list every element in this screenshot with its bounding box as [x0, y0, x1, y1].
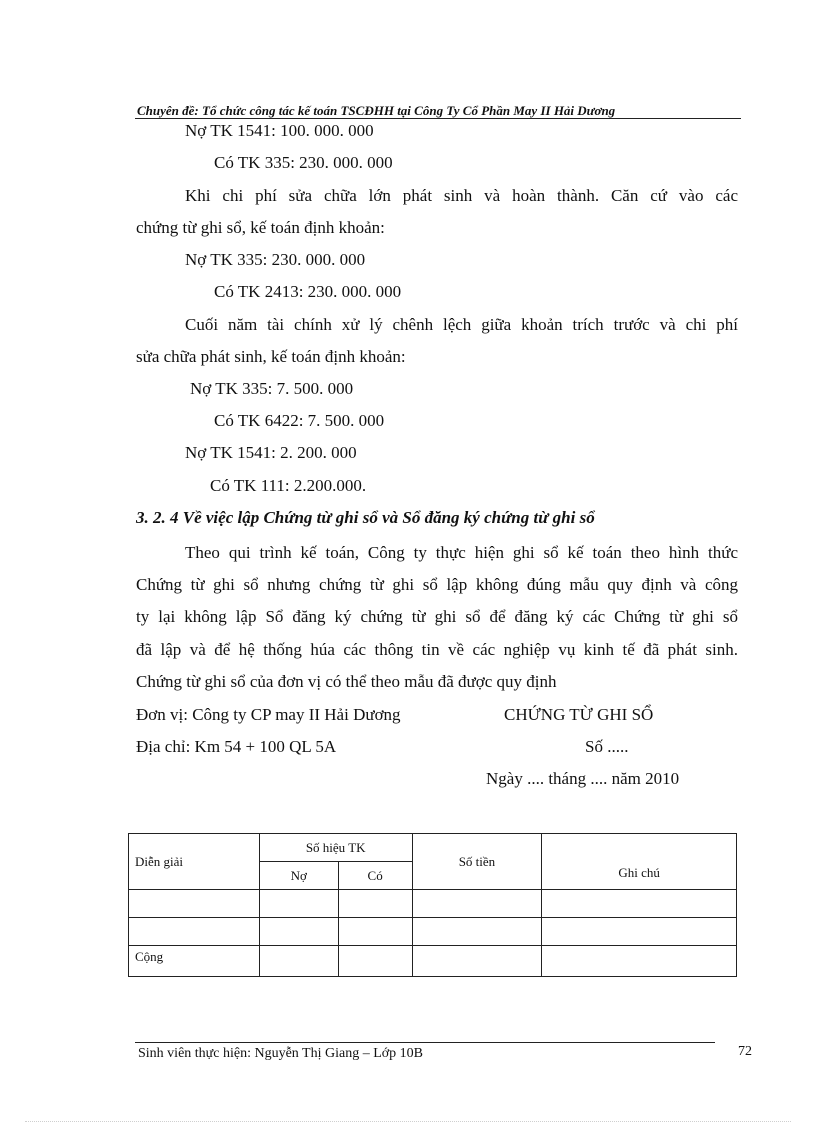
table-cell: [129, 890, 260, 918]
table-cell: [338, 890, 412, 918]
table-row: [129, 890, 737, 918]
paragraph-2-line-2: sửa chữa phát sinh, kế toán định khoản:: [136, 347, 406, 366]
col-header-note: Ghi chú: [542, 834, 737, 890]
entry-credit-2413: Có TK 2413: 230. 000. 000: [214, 282, 402, 301]
footer-student: Sinh viên thực hiện: Nguyễn Thị Giang – Lớp 10B: [138, 1046, 423, 1061]
paragraph-3-line-5: Chứng từ ghi sổ của đơn vị có thể theo mẫu đã được quy định: [136, 672, 557, 691]
entry-credit-6422: Có TK 6422: 7. 500. 000: [214, 411, 385, 430]
table-cell: [259, 946, 338, 977]
section-heading: 3. 2. 4 Về việc lập Chứng từ ghi sổ và Sổ đăng ký chứng từ ghi sổ: [136, 508, 595, 527]
table-cell: [412, 946, 542, 977]
page-edge-dots: [25, 1121, 791, 1122]
table-cell: [129, 918, 260, 946]
paragraph-3-line-1: Theo qui trình kế toán, Công ty thực hiện ghi sổ kế toán theo hình thức: [185, 543, 738, 562]
running-header: Chuyên đề: Tổ chức công tác kế toán TSCĐHH tại Công Ty Cổ Phần May II Hải Dương: [137, 103, 616, 118]
voucher-unit: Đơn vị: Công ty CP may II Hải Dương: [136, 705, 401, 724]
voucher-table: [128, 833, 737, 977]
entry-credit-335: Có TK 335: 230. 000. 000: [214, 153, 393, 172]
col-header-debit: Nợ: [259, 862, 338, 890]
voucher-date: Ngày .... tháng .... năm 2010: [486, 769, 680, 788]
paragraph-3-line-2: Chứng từ ghi sổ nhưng chứng từ ghi sổ lập không đúng mẫu quy định và công: [136, 575, 738, 594]
table-cell: [412, 890, 542, 918]
paragraph-1-line-2: chứng từ ghi sổ, kế toán định khoản:: [136, 218, 385, 237]
table-cell: [338, 946, 412, 977]
col-header-credit: Có: [338, 862, 412, 890]
paragraph-3-line-3: ty lại không lập Sổ đăng ký chứng từ ghi sổ để đăng ký các Chứng từ ghi sổ: [136, 607, 738, 626]
table-cell: [412, 918, 542, 946]
voucher-number: Số .....: [585, 737, 629, 756]
table-header-row: [129, 834, 737, 862]
table-row: [129, 918, 737, 946]
table-cell: [259, 890, 338, 918]
entry-debit-1541-b: Nợ TK 1541: 2. 200. 000: [185, 443, 357, 462]
table-cell: [542, 890, 737, 918]
entry-credit-111: Có TK 111: 2.200.000.: [210, 476, 367, 495]
entry-debit-1541: Nợ TK 1541: 100. 000. 000: [185, 121, 374, 140]
paragraph-3-line-4: đã lập và để hệ thống húa các thông tin về các nghiệp vụ kinh tế đã phát sinh.: [136, 640, 738, 659]
voucher-address: Địa chỉ: Km 54 + 100 QL 5A: [136, 737, 337, 756]
table-total-row: [129, 946, 737, 977]
table-cell: [542, 918, 737, 946]
voucher-title: CHỨNG TỪ GHI SỔ: [504, 705, 654, 724]
col-header-description: Diễn giải: [129, 834, 260, 890]
footer-rule: [135, 1042, 715, 1043]
header-rule: [135, 118, 741, 119]
col-header-account-no: Số hiệu TK: [259, 834, 412, 862]
entry-debit-335: Nợ TK 335: 230. 000. 000: [185, 250, 366, 269]
col-header-amount: Số tiền: [412, 834, 542, 890]
table-cell: [542, 946, 737, 977]
total-label: Cộng: [129, 946, 260, 977]
table-cell: [259, 918, 338, 946]
page-number: 72: [738, 1044, 752, 1059]
paragraph-1-line-1: Khi chi phí sửa chữa lớn phát sinh và hoàn thành. Căn cứ vào các: [185, 186, 738, 205]
paragraph-2-line-1: Cuối năm tài chính xử lý chênh lệch giữa khoản trích trước và chi phí: [185, 315, 738, 334]
entry-debit-335-b: Nợ TK 335: 7. 500. 000: [190, 379, 354, 398]
table-cell: [338, 918, 412, 946]
